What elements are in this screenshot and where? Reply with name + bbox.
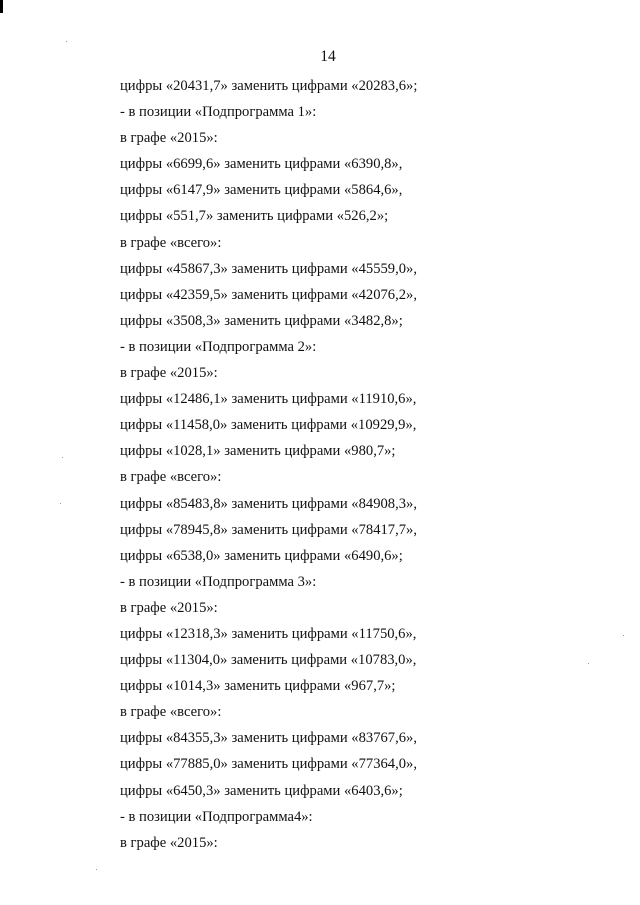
text-line: - в позиции «Подпрограмма 1»:: [120, 104, 317, 121]
text-line: цифры «85483,8» заменить цифрами «84908,3»,: [120, 495, 417, 512]
scan-speck: [66, 41, 67, 42]
scan-corner-mark: [0, 0, 3, 13]
text-line: - в позиции «Подпрограмма4»:: [120, 808, 313, 825]
text-line: цифры «11458,0» заменить цифрами «10929,9»,: [120, 417, 417, 434]
scan-speck: [588, 663, 589, 664]
text-line: цифры «42359,5» заменить цифрами «42076,2»,: [120, 286, 417, 303]
text-line: в графе «2015»:: [120, 834, 218, 851]
text-line: цифры «77885,0» заменить цифрами «77364,0»,: [120, 756, 417, 773]
text-line: цифры «6147,9» заменить цифрами «5864,6»,: [120, 182, 403, 199]
scan-speck: [96, 869, 97, 870]
text-line: цифры «6699,6» заменить цифрами «6390,8»,: [120, 156, 403, 173]
text-line: в графе «2015»:: [120, 130, 218, 147]
text-line: в графе «всего»:: [120, 234, 222, 251]
text-line: цифры «78945,8» заменить цифрами «78417,7»,: [120, 521, 417, 538]
text-line: цифры «6450,3» заменить цифрами «6403,6»;: [120, 782, 403, 799]
page-number: 14: [320, 48, 336, 65]
text-line: в графе «2015»:: [120, 365, 218, 382]
text-line: цифры «3508,3» заменить цифрами «3482,8»;: [120, 312, 403, 329]
text-line: цифры «12486,1» заменить цифрами «11910,6»,: [120, 391, 417, 408]
text-line: цифры «1028,1» заменить цифрами «980,7»;: [120, 443, 396, 460]
text-line: в графе «всего»:: [120, 704, 222, 721]
scan-speck: [62, 457, 63, 458]
text-line: цифры «84355,3» заменить цифрами «83767,6»,: [120, 730, 417, 747]
text-line: цифры «1014,3» заменить цифрами «967,7»;: [120, 678, 396, 695]
text-line: в графе «всего»:: [120, 469, 222, 486]
amendment-text: [120, 73, 417, 856]
text-line: цифры «12318,3» заменить цифрами «11750,6»,: [120, 625, 417, 642]
text-line: цифры «20431,7» заменить цифрами «20283,6»;: [120, 78, 418, 94]
scan-speck: [60, 503, 61, 504]
text-line: цифры «11304,0» заменить цифрами «10783,0»,: [120, 652, 417, 669]
text-line: цифры «551,7» заменить цифрами «526,2»;: [120, 208, 389, 225]
text-line: - в позиции «Подпрограмма 3»:: [120, 573, 317, 590]
text-line: цифры «6538,0» заменить цифрами «6490,6»;: [120, 547, 403, 564]
text-line: цифры «45867,3» заменить цифрами «45559,0»,: [120, 260, 417, 277]
text-line: - в позиции «Подпрограмма 2»:: [120, 338, 317, 355]
scan-speck: [623, 635, 624, 636]
text-line: в графе «2015»:: [120, 599, 218, 616]
